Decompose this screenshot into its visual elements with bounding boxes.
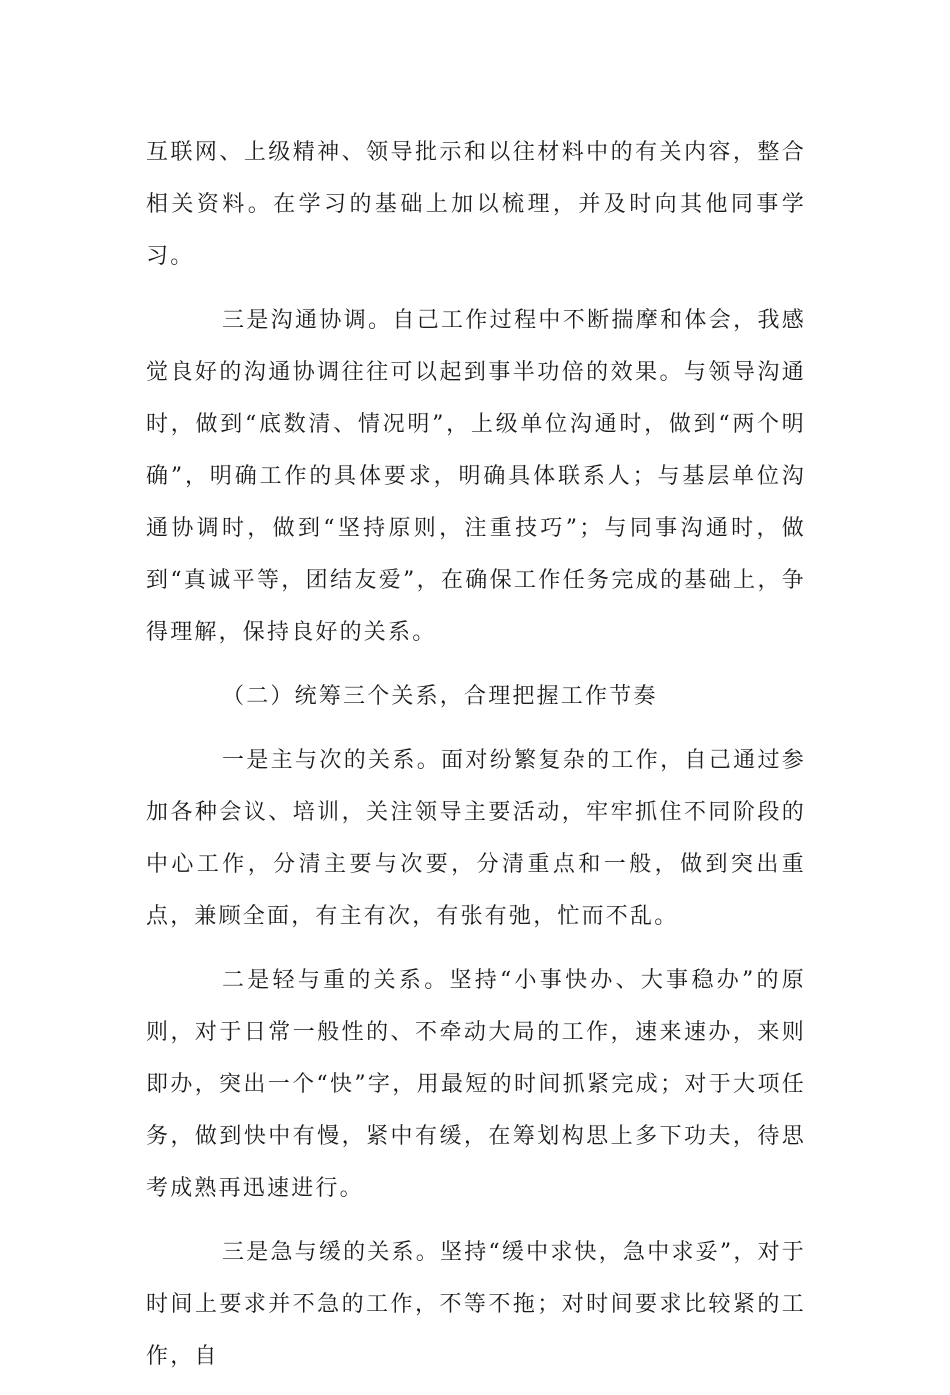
paragraph-light-heavy: 二是轻与重的关系。坚持“小事快办、大事稳办”的原则，对于日常一般性的、不牵动大局的工作，速来速办，来则即办，突出一个“快”字，用最短的时间抓紧完成；对于大项任务，做到快中有慢，紧中有缓，在筹划构思上多下功夫，待思考成熟再迅速进行。 [146, 968, 806, 1201]
section-heading: （二）统筹三个关系，合理把握工作节奏 [222, 684, 658, 709]
paragraph-primary-secondary: 一是主与次的关系。面对纷繁复杂的工作，自己通过参加各种会议、培训，关注领导主要活动，牢牢抓住不同阶段的中心工作，分清主要与次要，分清重点和一般，做到突出重点，兼顾全面，有主有次，有张有弛，忙而不乱。 [146, 748, 806, 929]
paragraph-continuation: 互联网、上级精神、领导批示和以往材料中的有关内容，整合相关资料。在学习的基础上加以梳理，并及时向其他同事学习。 [146, 140, 806, 269]
document-body [146, 127, 806, 1395]
paragraph-communication: 三是沟通协调。自己工作过程中不断揣摩和体会，我感觉良好的沟通协调往往可以起到事半功倍的效果。与领导沟通时，做到“底数清、情况明”，上级单位沟通时，做到“两个明确”，明确工作的具体要求，明确具体联系人；与基层单位沟通协调时，做到“坚持原则，注重技巧”；与同事沟通时，做到“真诚平等，团结友爱”，在确保工作任务完成的基础上，争得理解，保持良好的关系。 [146, 308, 806, 645]
paragraph-urgent-slow: 三是急与缓的关系。坚持“缓中求快，急中求妥”，对于时间上要求并不急的工作，不等不拖；对时间要求比较紧的工作，自 [146, 1240, 806, 1369]
